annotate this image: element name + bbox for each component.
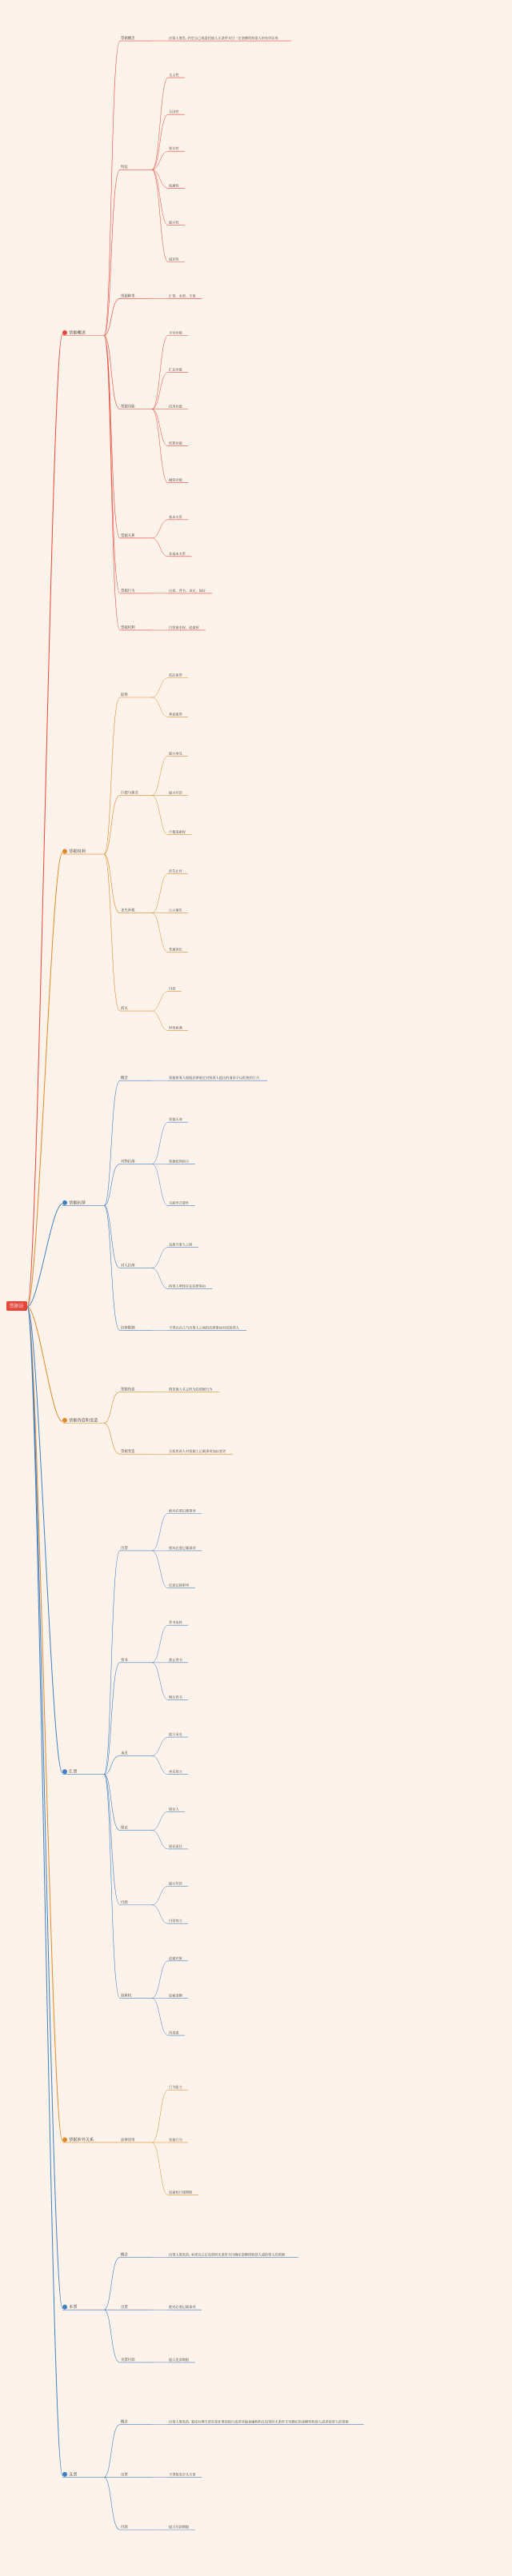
item-label: 概念 [121,1076,128,1081]
leaf-connector [152,1663,168,1700]
leaf-label: 要式性 [169,146,179,151]
leaf-label: 绝对必要记载事项 [169,2305,196,2310]
leaf-label: 非基本关系 [169,551,186,556]
branch-label: 票据抗辩 [69,1200,86,1206]
item-connector [104,1080,120,1205]
leaf-label: 不得以自己与出票人之间的抗辩事由对抗持票人 [169,1325,239,1330]
branch-icon [62,2472,67,2477]
leaf-label: 追索金额 [169,1993,182,1998]
leaf-label: 承兑效力 [169,1769,182,1774]
leaf-connector [152,1998,168,2035]
leaf-label: 不得签发空头支票 [169,2472,196,2477]
branch-label: 票据概述 [69,330,86,336]
leaf-label: 追索权行使期限 [169,2190,193,2195]
leaf-label: 无因性 [169,110,179,114]
leaf-label: 票据行为 [169,2137,182,2142]
leaf-label: 由票人签发, 约定自己或委托他人无条件支付一定金额给持票人的有价证券 [169,36,278,41]
leaf-connector [152,697,168,717]
branch-icon [62,849,67,854]
item-connector [104,2425,120,2478]
branch-icon [62,1200,67,1205]
item-label: 见票付款 [121,2358,135,2362]
item-connector [104,1164,120,1205]
leaf-connector [152,1247,168,1268]
branch-label: 票据权利 [69,849,86,855]
leaf-connector [152,538,168,557]
branch-label: 票据涉外关系 [69,2137,94,2143]
leaf-label: 再追索 [169,2031,179,2035]
leaf-label: 时效届满 [169,1025,182,1030]
leaf-label: 汇票、本票、支票 [169,294,196,298]
item-connector [104,1205,120,1330]
item-connector [104,1423,120,1454]
item-label: 消灭 [121,1007,128,1012]
leaf-label: 提示性 [169,220,179,225]
branch-label: 支票 [69,2472,78,2478]
leaf-label: 行为能力 [169,2085,182,2090]
leaf-label: 提示付款 [169,790,182,795]
leaf-connector [152,520,168,538]
leaf-connector [152,1737,168,1755]
leaf-label: 保证人 [169,1807,179,1811]
item-label: 丧失补救 [121,909,135,913]
leaf-connector [152,757,168,796]
leaf-connector [152,78,168,170]
leaf-label: 禁止背书 [169,1657,182,1662]
leaf-label: 汇兑功能 [169,367,182,372]
branch-connector [27,1307,62,2475]
branch-icon [62,1418,67,1423]
leaf-connector [152,336,168,409]
item-connector [104,796,120,855]
leaf-connector [152,992,168,1012]
item-label: 行使与保全 [121,791,138,796]
leaf-connector [152,796,168,835]
leaf-label: 无权更改人对票据上记载事项加以变更 [169,1449,226,1454]
branch-label: 汇票 [69,1769,78,1775]
leaf-connector [152,1811,168,1830]
leaf-label: 普通诉讼 [169,947,182,952]
leaf-label: 提示承兑 [169,1732,182,1737]
leaf-label: 相对必要记载事项 [169,1545,196,1550]
item-label: 特征 [121,166,128,170]
item-label: 追索权 [121,1994,132,1999]
item-connector [104,1205,120,1268]
item-label: 保证 [121,1826,128,1831]
leaf-label: 依法取得 [169,673,182,677]
leaf-label: 提示见票期限 [169,2357,190,2362]
leaf-label: 任意记载事项 [169,1583,190,1588]
item-label: 付款 [121,2526,128,2530]
leaf-connector [152,1961,168,1999]
leaf-connector [152,1625,168,1663]
item-connector [104,2477,120,2530]
leaf-label: 假冒他人名义所为的票据行为 [169,1387,213,1392]
leaf-label: 持票人明知存在抗辩事由 [169,1284,206,1288]
leaf-connector [152,409,168,446]
branch-connector [27,1204,62,1307]
leaf-connector [152,1831,168,1849]
item-label: 票据种类 [121,294,135,299]
item-label: 票据伪造 [121,1388,135,1392]
leaf-connector [152,1755,168,1774]
leaf-connector [152,1268,168,1289]
leaf-label: 挂失止付 [169,869,182,873]
branch-connector [27,334,62,1308]
item-connector [104,1663,120,1775]
leaf-label: 欠缺形式要件 [169,1200,190,1205]
item-connector [104,41,120,335]
leaf-label: 出票、背书、承兑、保证 [169,588,206,593]
item-label: 概念 [121,2253,128,2258]
root-label: 票据法 [9,1304,24,1309]
leaf-label: 票据债务人根据法律规定对持票人提出的请求予以拒绝的行为 [169,1076,260,1080]
leaf-label: 支付功能 [169,330,182,335]
item-label: 背书 [121,1658,128,1663]
item-connector [104,170,120,335]
leaf-connector [152,678,168,698]
leaf-label: 付款效力 [169,1919,182,1923]
item-connector [104,1551,120,1775]
item-label: 付款 [121,1900,128,1905]
leaf-label: 提示承兑 [169,751,182,756]
item-connector [104,1775,120,1905]
leaf-label: 文义性 [169,73,179,78]
leaf-label: 信用功能 [169,404,182,409]
leaf-connector [152,913,168,953]
item-label: 出票 [121,2473,128,2478]
leaf-connector [152,2143,168,2195]
branch-label: 本票 [69,2305,78,2310]
leaf-connector [152,1887,168,1905]
item-label: 票据权利 [121,625,135,630]
leaf-label: 结算功能 [169,441,182,445]
leaf-connector [152,1905,168,1923]
item-label: 出票 [121,1546,128,1551]
item-label: 票据变造 [121,1450,135,1455]
leaf-connector [152,1011,168,1031]
leaf-connector [152,1122,168,1164]
branch-label: 票据伪造和变造 [69,1418,98,1424]
item-connector [104,336,120,593]
item-connector [104,1392,120,1424]
leaf-label: 流通性 [169,183,179,188]
item-label: 对人抗辩 [121,1264,135,1268]
item-connector [104,854,120,1011]
leaf-label: 提示付款期限 [169,2525,190,2530]
item-label: 票据功能 [121,405,135,409]
leaf-label: 付款请求权、追索权 [169,625,199,629]
item-connector [104,854,120,913]
leaf-label: 票据权利消灭 [169,1159,190,1164]
item-label: 票据关系 [121,533,135,538]
leaf-connector [152,409,168,483]
branch-icon [62,2305,67,2310]
item-connector [104,2257,120,2310]
item-connector [104,697,120,854]
leaf-label: 票据无效 [169,1117,182,1122]
leaf-label: 付款 [169,986,176,991]
leaf-label: 追索对象 [169,1955,182,1960]
leaf-label: 绝对必要记载事项 [169,1508,196,1513]
leaf-connector [152,1551,168,1588]
leaf-label: 融资功能 [169,477,182,482]
leaf-connector [152,373,168,409]
item-label: 对物抗辩 [121,1160,135,1164]
leaf-label: 行使追索权 [169,829,186,834]
leaf-connector [152,874,168,913]
leaf-label: 直接当事人之间 [169,1242,193,1247]
item-connector [104,2310,120,2362]
leaf-connector [152,170,168,262]
item-label: 抗辩限制 [121,1326,135,1331]
branch-icon [62,2137,67,2142]
item-label: 票据行为 [121,589,135,593]
leaf-connector [152,1513,168,1551]
leaf-label: 出票人签发的, 委托办理支票存款业务的银行或者其他金融机构在见票时无条件支付确定的金额给收款人或者持票人的票据 [169,2419,349,2424]
branch-icon [62,1769,67,1774]
item-label: 取得 [121,693,128,698]
leaf-label: 背书连续 [169,1620,182,1625]
leaf-label: 返还性 [169,257,179,262]
item-label: 概念 [121,2420,128,2425]
leaf-label: 公示催告 [169,908,182,913]
item-label: 法律适用 [121,2138,135,2143]
branch-connector [27,1307,62,2308]
leaf-label: 保证责任 [169,1843,182,1848]
item-label: 承兑 [121,1751,128,1756]
leaf-label: 提示付款 [169,1881,182,1886]
branch-connector [27,1307,62,2141]
leaf-label: 善意取得 [169,712,182,717]
item-label: 出票 [121,2306,128,2310]
leaf-label: 基本关系 [169,514,182,519]
branch-icon [62,330,67,335]
leaf-connector [152,1164,168,1205]
item-label: 票据概念 [121,37,135,42]
leaf-label: 期后背书 [169,1695,182,1699]
leaf-connector [152,2090,168,2143]
leaf-label: 出票人签发的, 承诺自己在见票时无条件支付确定金额给收款人或持票人的票据 [169,2252,286,2257]
